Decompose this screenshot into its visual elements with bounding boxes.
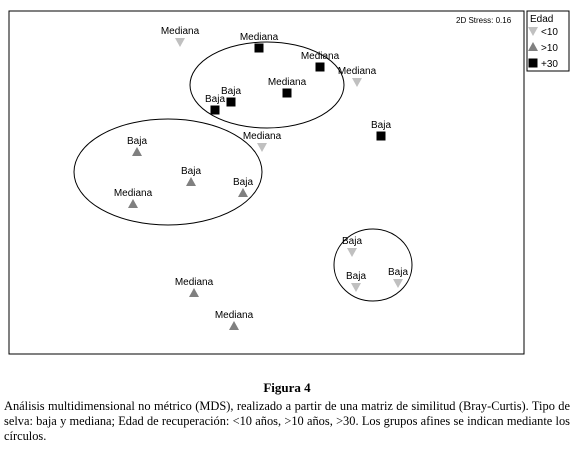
point-label: Mediana <box>174 277 214 288</box>
stress-label: 2D Stress: 0.16 <box>456 16 512 25</box>
data-point <box>211 106 220 115</box>
point-label: Baja <box>220 86 242 97</box>
legend-marker <box>529 59 538 68</box>
figure-title: Figura 4 <box>263 380 311 395</box>
point-label: Mediana <box>113 188 153 199</box>
point-label: Baja <box>204 94 226 105</box>
point-label: Mediana <box>214 310 254 321</box>
point-label: Baja <box>345 271 367 282</box>
data-point <box>377 132 386 141</box>
legend-label: +30 <box>541 59 558 70</box>
legend-label: >10 <box>541 43 558 54</box>
point-label: Mediana <box>300 51 340 62</box>
point-label: Mediana <box>337 66 377 77</box>
data-point <box>227 98 236 107</box>
data-point <box>255 44 264 53</box>
data-point <box>316 63 325 72</box>
point-label: Baja <box>341 236 363 247</box>
point-label: Baja <box>387 267 409 278</box>
point-label: Mediana <box>239 32 279 43</box>
point-label: Baja <box>370 120 392 131</box>
legend-title: Edad <box>530 14 554 25</box>
point-label: Mediana <box>267 77 307 88</box>
data-point <box>283 89 292 98</box>
figure-caption-text: Análisis multidimensional no métrico (MDS), realizado a partir de una matriz de similitud (Bray-Curtis). Tipo de selva: baja y mediana; Edad de recuperación: <10 años, >10 años, >30. Los grupos afines se indican mediante los círculos. <box>4 399 570 443</box>
point-label: Mediana <box>160 26 200 37</box>
figure-caption <box>4 380 570 444</box>
legend <box>527 11 569 71</box>
point-label: Baja <box>232 177 254 188</box>
plot-frame <box>9 11 524 354</box>
point-label: Mediana <box>242 131 282 142</box>
point-label: Baja <box>126 136 148 147</box>
legend-label: <10 <box>541 27 558 38</box>
point-label: Baja <box>180 166 202 177</box>
